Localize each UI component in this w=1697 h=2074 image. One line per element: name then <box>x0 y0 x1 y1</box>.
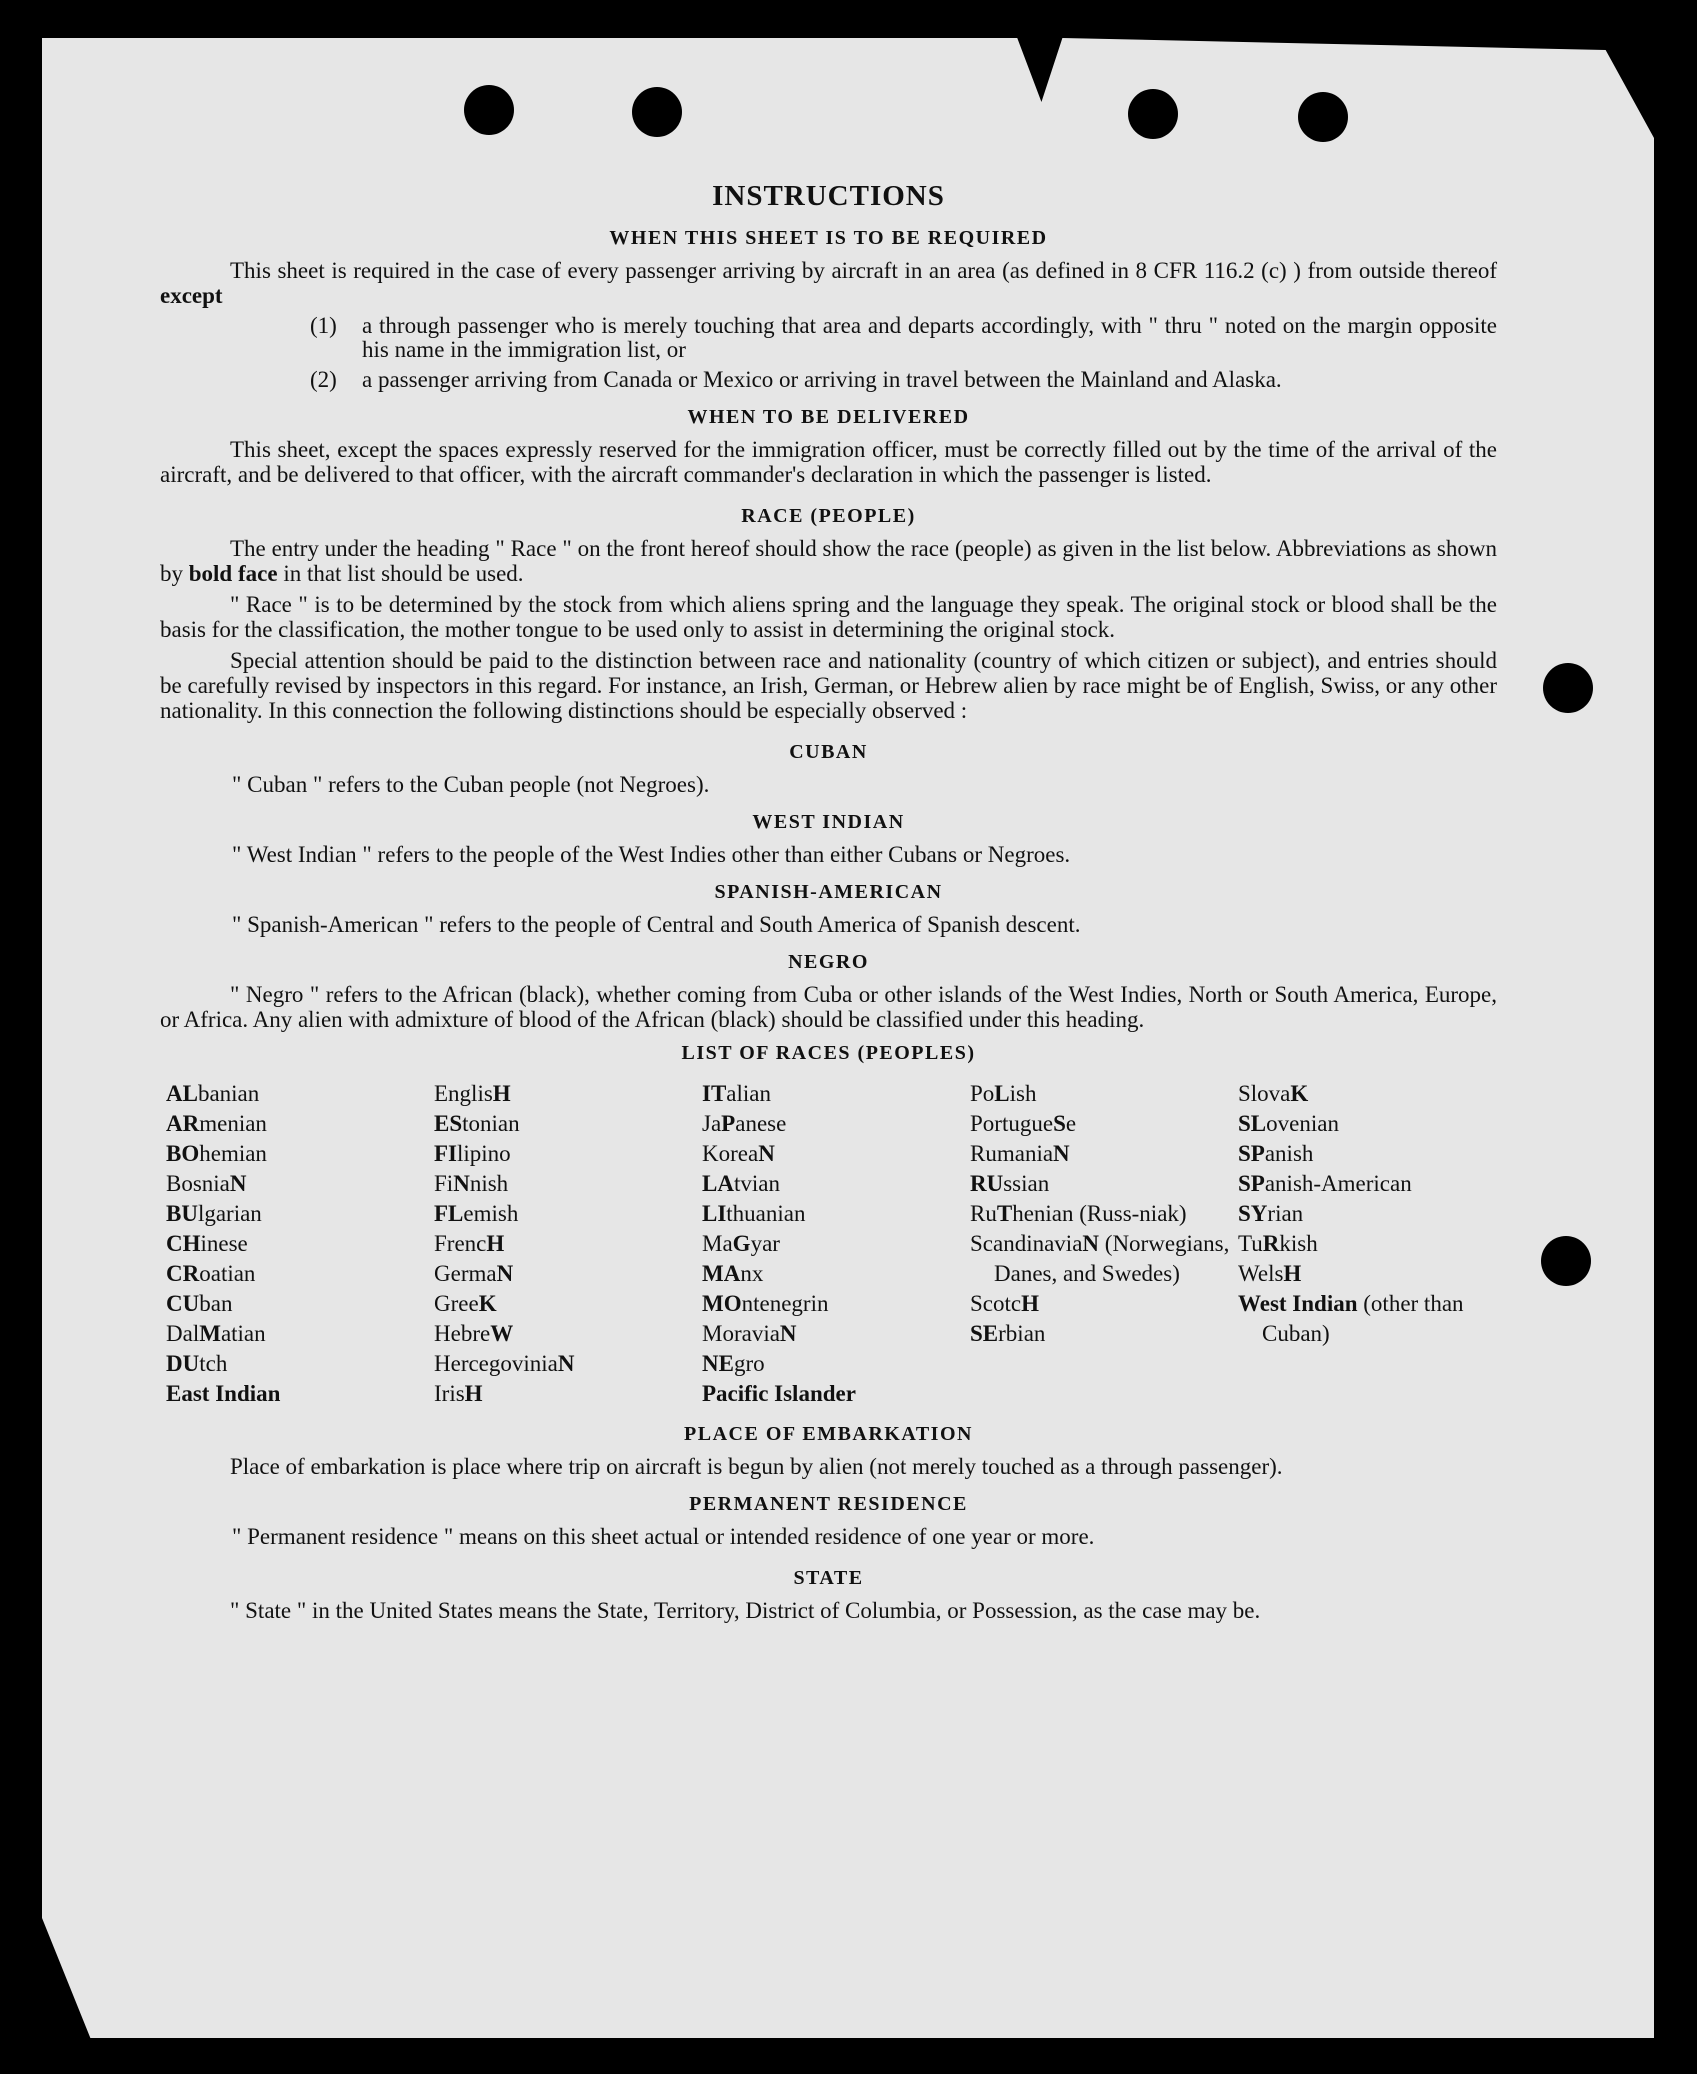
races-column <box>434 1079 702 1409</box>
race-item: ITalian <box>702 1081 771 1106</box>
race-item: LAtvian <box>702 1171 780 1196</box>
race-item: SErbian <box>970 1321 1046 1346</box>
spanish-american-text: " Spanish-American " refers to the people of Central and South America of Spanish descent. <box>232 912 1081 937</box>
instructions-content <box>160 140 1497 1623</box>
race-item: PoLish <box>970 1081 1037 1106</box>
race-item: DalMatian <box>166 1321 266 1346</box>
race-item: SYrian <box>1238 1201 1304 1226</box>
race-item: RuThenian (Russ-niak) <box>970 1201 1187 1226</box>
race-item: MAnx <box>702 1261 764 1286</box>
race-item: WelsH <box>1238 1261 1302 1286</box>
race-item: IrisH <box>434 1381 483 1406</box>
list-item: (2) a passenger arriving from Canada or Mexico or arriving in travel between the Mainland and Alaska. <box>310 367 1282 392</box>
race-item: FLemish <box>434 1201 519 1226</box>
section-heading-races-list: LIST OF RACES (PEOPLES) <box>681 1042 976 1064</box>
section-heading-delivered: WHEN TO BE DELIVERED <box>687 406 970 428</box>
race-item: PortugueSe <box>970 1111 1077 1136</box>
punch-hole <box>1298 92 1348 142</box>
page-title: INSTRUCTIONS <box>712 180 945 212</box>
section-heading-state: STATE <box>793 1567 864 1589</box>
punch-hole <box>464 85 514 135</box>
race-item: MOntenegrin <box>702 1291 829 1316</box>
races-column <box>702 1079 970 1409</box>
section-heading-required: WHEN THIS SHEET IS TO BE REQUIRED <box>609 227 1048 249</box>
race-item: ScotcH <box>970 1291 1039 1316</box>
section-heading-cuban: CUBAN <box>789 741 868 763</box>
cuban-text: " Cuban " refers to the Cuban people (not Negroes). <box>232 772 710 797</box>
race-item: HercegoviniaN <box>434 1351 575 1376</box>
race-item: ScandinaviaN (Norwegians, Danes, and Swedes) <box>970 1231 1230 1286</box>
race-item: FiNnish <box>434 1171 509 1196</box>
race-item: JaPanese <box>702 1111 787 1136</box>
races-list <box>166 1079 1497 1409</box>
delivered-text: This sheet, except the spaces expressly reserved for the immigration officer, must be correctly filled out by the time of the arrival of the aircraft, and be delivered to that officer, with the aircraft commander's declaration in which the passenger is listed. <box>160 437 1497 487</box>
race-item: CUban <box>166 1291 233 1316</box>
permanent-residence-text: " Permanent residence " means on this sheet actual or intended residence of one year or more. <box>232 1524 1095 1549</box>
section-heading-west-indian: WEST INDIAN <box>752 811 905 833</box>
punch-hole <box>632 87 682 137</box>
race-item: MoraviaN <box>702 1321 797 1346</box>
punch-hole <box>1543 663 1593 713</box>
race-item: SPanish <box>1238 1141 1314 1166</box>
race-item: SLovenian <box>1238 1111 1339 1136</box>
race-item: West Indian (other than Cuban) <box>1238 1291 1464 1346</box>
list-item: (1) a through passenger who is merely touching that area and departs accordingly, with " thru " noted on the margin opposite his name in the immigration list, or <box>310 313 1497 362</box>
race-paragraph-1: The entry under the heading " Race " on the front hereof should show the race (people) as given in the list below. Abbreviations as shown by bold face in that list should be used. <box>160 536 1497 586</box>
section-heading-race: RACE (PEOPLE) <box>741 505 916 527</box>
punch-hole <box>1541 1236 1591 1286</box>
race-item: GermaN <box>434 1261 514 1286</box>
races-column <box>166 1079 434 1409</box>
races-column <box>970 1079 1238 1409</box>
race-item: HebreW <box>434 1321 514 1346</box>
race-item: East Indian <box>166 1381 281 1406</box>
race-item: BosniaN <box>166 1171 247 1196</box>
embarkation-text: Place of embarkation is place where trip on aircraft is begun by alien (not merely touched as a through passenger). <box>230 1454 1283 1479</box>
state-text: " State " in the United States means the State, Territory, District of Columbia, or Possession, as the case may be. <box>230 1598 1261 1623</box>
exception-list <box>310 314 1497 392</box>
west-indian-text: " West Indian " refers to the people of the West Indies other than either Cubans or Negroes. <box>232 842 1071 867</box>
race-item: NEgro <box>702 1351 765 1376</box>
required-intro: This sheet is required in the case of every passenger arriving by aircraft in an area (as defined in 8 CFR 116.2 (c) ) from outside thereof except <box>160 258 1497 308</box>
section-heading-permanent-residence: PERMANENT RESIDENCE <box>689 1493 968 1515</box>
race-item: GreeK <box>434 1291 497 1316</box>
race-item: RUssian <box>970 1171 1050 1196</box>
race-item: ARmenian <box>166 1111 267 1136</box>
race-item: CHinese <box>166 1231 248 1256</box>
races-column <box>1238 1079 1506 1409</box>
race-paragraph-2: " Race " is to be determined by the stock from which aliens spring and the language they speak. The original stock or blood shall be the basis for the classification, the mother tongue to be used only to assist in determining the original stock. <box>160 592 1497 642</box>
race-item: LIthuanian <box>702 1201 806 1226</box>
section-heading-embarkation: PLACE OF EMBARKATION <box>684 1423 973 1445</box>
race-paragraph-3: Special attention should be paid to the distinction between race and nationality (country of which citizen or subject), and entries should be carefully revised by inspectors in this regard. For instance, an Irish, German, or Hebrew alien by race might be of English, Swiss, or any other nationality. In this connection the following distinctions should be especially observed : <box>160 648 1497 723</box>
race-item: TuRkish <box>1238 1231 1318 1256</box>
race-item: EnglisH <box>434 1081 511 1106</box>
race-item: FIlipino <box>434 1141 511 1166</box>
race-item: MaGyar <box>702 1231 780 1256</box>
section-heading-spanish-american: SPANISH-AMERICAN <box>714 881 943 903</box>
race-item: BOhemian <box>166 1141 267 1166</box>
race-item: BUlgarian <box>166 1201 262 1226</box>
section-heading-negro: NEGRO <box>788 951 869 973</box>
race-item: KoreaN <box>702 1141 775 1166</box>
race-item: EStonian <box>434 1111 520 1136</box>
race-item: RumaniaN <box>970 1141 1070 1166</box>
race-item: SlovaK <box>1238 1081 1309 1106</box>
punch-hole <box>1128 89 1178 139</box>
race-item: FrencH <box>434 1231 505 1256</box>
negro-text: " Negro " refers to the African (black), whether coming from Cuba or other islands of the West Indies, North or South America, Europe, or Africa. Any alien with admixture of blood of the African (black) should be classified under this heading. <box>160 982 1497 1032</box>
race-item: ALbanian <box>166 1081 260 1106</box>
race-item: CRoatian <box>166 1261 256 1286</box>
race-item: Pacific Islander <box>702 1381 856 1406</box>
race-item: DUtch <box>166 1351 228 1376</box>
race-item: SPanish-American <box>1238 1171 1412 1196</box>
